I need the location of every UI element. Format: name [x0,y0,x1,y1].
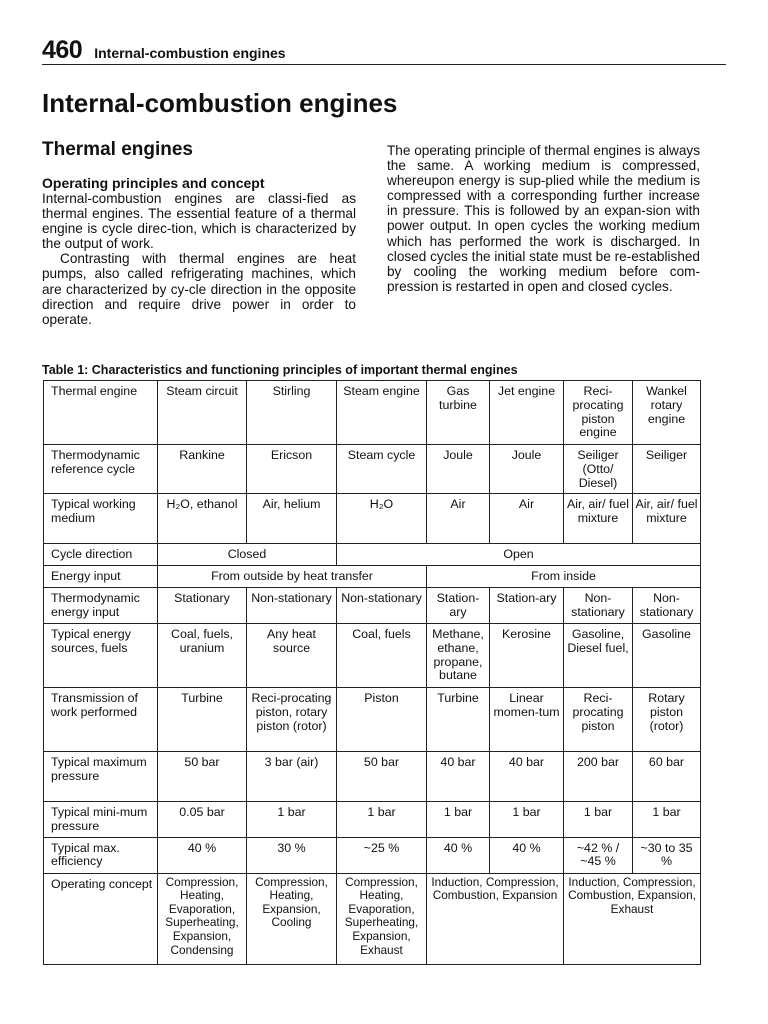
row-label: Typical maximum pressure [44,751,158,801]
left-column [42,175,356,327]
table-cell: Joule [427,445,490,494]
row-label: Transmission of work performed [44,687,158,751]
table-cell: 40 bar [490,751,564,801]
table-cell: Methane, ethane, propane, butane [427,623,490,687]
table-cell: Air, air/ fuel mixture [564,494,633,544]
table-cell: 40 % [490,837,564,873]
table-cell: ~42 % / ~45 % [564,837,633,873]
table-cell: Gasoline, Diesel fuel, [564,623,633,687]
table-cell: 0.05 bar [158,801,247,837]
table-cell: Compression, Heating, Evaporation, Superheating, Expansion, Exhaust [337,873,427,964]
table-cell: H₂O [337,494,427,544]
table-cell: 1 bar [564,801,633,837]
chapter-title: Internal-combustion engines [42,88,398,118]
right-column [387,143,700,294]
table-cell: Stirling [247,381,337,445]
table-row-efficiency [44,837,701,873]
table-cell: Joule [490,445,564,494]
left-paragraph-1: Internal-combustion engines are classi-fied as thermal engines. The essential feature of a thermal engine is cycle direc-tion, which is characterized by the output of work. [42,191,356,252]
table-cell: H₂O, ethanol [158,494,247,544]
table-cell: 1 bar [247,801,337,837]
table-cell: ~25 % [337,837,427,873]
row-label: Operating concept [44,873,158,964]
table-cell: Coal, fuels [337,623,427,687]
header-rule [42,64,726,65]
table-cell: 1 bar [337,801,427,837]
section-title: Thermal engines [42,139,193,160]
table-row-reference-cycle [44,445,701,494]
table-cell: Piston [337,687,427,751]
table-cell: Reci-procating piston, rotary piston (rotor) [247,687,337,751]
table-cell: Turbine [427,687,490,751]
table-cell: Turbine [158,687,247,751]
table-cell: Compression, Heating, Evaporation, Superheating, Expansion, Condensing [158,873,247,964]
table-cell: Air, air/ fuel mixture [633,494,701,544]
row-label: Typical working medium [44,494,158,544]
table-cell: Compression, Heating, Expansion, Cooling [247,873,337,964]
page-number: 460 [42,36,83,64]
table-cell: Station-ary [427,588,490,624]
table-cell: 40 bar [427,751,490,801]
table-cell: Gas turbine [427,381,490,445]
row-label: Thermodynamic energy input [44,588,158,624]
table-cell: Wankel rotary engine [633,381,701,445]
table-cell: Non-stationary [337,588,427,624]
table-cell: Linear momen-tum [490,687,564,751]
table-cell: Steam cycle [337,445,427,494]
table-cell: Seiliger (Otto/ Diesel) [564,445,633,494]
table-cell: Reci-procating piston [564,687,633,751]
table-row-energy-sources [44,623,701,687]
table-row-transmission [44,687,701,751]
table-cell: Coal, fuels, uranium [158,623,247,687]
table-cell: 1 bar [427,801,490,837]
row-label: Typical mini-mum pressure [44,801,158,837]
table-row-energy-input [44,566,701,588]
table-cell: 1 bar [633,801,701,837]
table-caption: Table 1: Characteristics and functioning principles of important thermal engines [42,363,518,377]
subsection-title: Operating principles and concept [42,175,265,191]
row-label: Typical energy sources, fuels [44,623,158,687]
table-cell: 30 % [247,837,337,873]
table-cell: Station-ary [490,588,564,624]
table-cell: Air [490,494,564,544]
table-cell: Reci-procating piston engine [564,381,633,445]
table-row-thermodynamic-energy-input [44,588,701,624]
table-cell: Steam circuit [158,381,247,445]
table-cell: 3 bar (air) [247,751,337,801]
table-row-minimum-pressure [44,801,701,837]
table-row-working-medium [44,494,701,544]
running-title: Internal-combustion engines [94,45,286,61]
table-cell: Non-stationary [564,588,633,624]
table-row-cycle-direction [44,544,701,566]
table-row-maximum-pressure [44,751,701,801]
table-cell: Induction, Compression, Combustion, Expansion [427,873,564,964]
table-cell: 60 bar [633,751,701,801]
table-cell: 50 bar [158,751,247,801]
table-cell: Ericson [247,445,337,494]
table-cell: ~30 to 35 % [633,837,701,873]
table-cell: 40 % [158,837,247,873]
row-label: Typical max. efficiency [44,837,158,873]
table-cell: 50 bar [337,751,427,801]
table-cell: Rotary piston (rotor) [633,687,701,751]
table-cell: Rankine [158,445,247,494]
engine-characteristics-table [43,380,701,965]
table-cell: Induction, Compression, Combustion, Expansion, Exhaust [564,873,701,964]
table-cell: Closed [158,544,337,566]
table-cell: Open [337,544,701,566]
left-paragraph-2: Contrasting with thermal engines are heat pumps, also called refrigerating machines, which are characterized by cy-cle direction in the opposite direction and require drive power in order to operate. [42,251,356,327]
row-label: Thermal engine [44,381,158,445]
row-label: Energy input [44,566,158,588]
row-label: Cycle direction [44,544,158,566]
table-cell: Kerosine [490,623,564,687]
table-cell: Non-stationary [247,588,337,624]
row-label: Thermodynamic reference cycle [44,445,158,494]
right-paragraph-1: The operating principle of thermal engines is always the same. A working medium is compressed, whereupon energy is sup-plied while the medium is compressed with a corresponding further increase in pressure. This is followed by an expan-sion with power output. In open cycles the working medium which has performed the work is discharged. In closed cycles the initial state must be re-established by cooling the working medium before com-pression is restarted in open and closed cycles. [387,143,700,294]
table-cell: Any heat source [247,623,337,687]
table-cell: Gasoline [633,623,701,687]
table-cell: 200 bar [564,751,633,801]
running-header [42,36,286,65]
table-row-operating-concept [44,873,701,964]
table-cell: From outside by heat transfer [158,566,427,588]
table-cell: Air, helium [247,494,337,544]
table-cell: From inside [427,566,701,588]
table-cell: Seiliger [633,445,701,494]
table-row-thermal-engine [44,381,701,445]
table-cell: Steam engine [337,381,427,445]
table-cell: Stationary [158,588,247,624]
table-cell: 40 % [427,837,490,873]
table-cell: 1 bar [490,801,564,837]
table-cell: Air [427,494,490,544]
table-cell: Jet engine [490,381,564,445]
table-cell: Non-stationary [633,588,701,624]
